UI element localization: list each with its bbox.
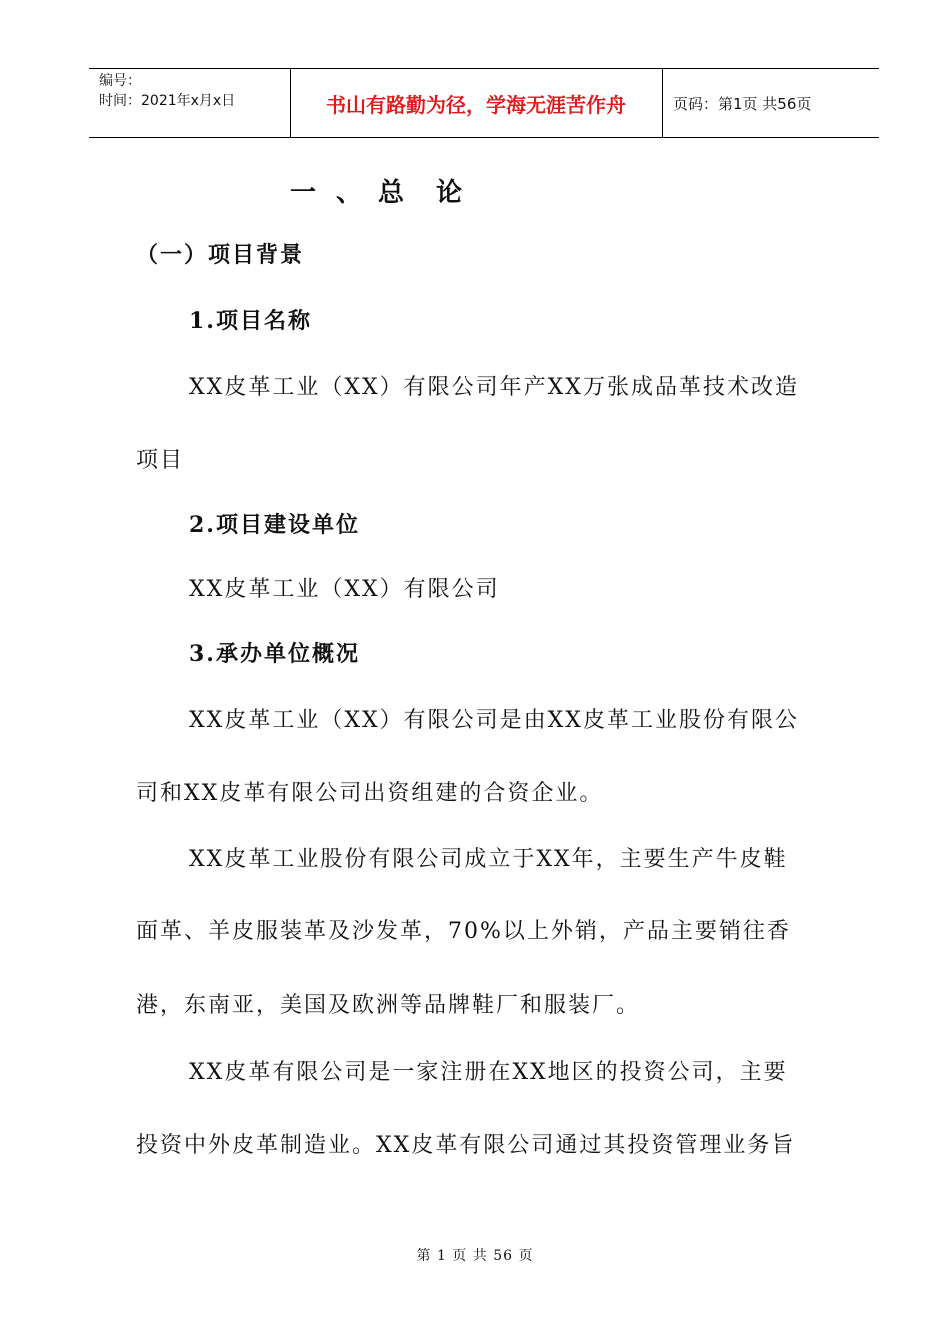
- heading-project-name: 1.项目名称: [189, 308, 312, 334]
- page-header: [89, 68, 879, 138]
- paragraph-line: 港，东南亚，美国及欧洲等品牌鞋厂和服装厂。: [136, 993, 641, 1018]
- header-motto: 书山有路勤为径，学海无涯苦作舟: [290, 69, 663, 137]
- paragraph-line: XX皮革工业（XX）有限公司: [189, 577, 500, 602]
- page-footer: 第 1 页 共 56 页: [416, 1248, 534, 1264]
- number-label: 编号：: [99, 73, 141, 89]
- paragraph-line: XX皮革工业（XX）有限公司是由XX皮革工业股份有限公: [189, 708, 799, 733]
- paragraph-line: 项目: [136, 448, 185, 473]
- paragraph-line: XX皮革有限公司是一家注册在XX地区的投资公司，主要: [189, 1060, 788, 1085]
- paragraph-line: 司和XX皮革有限公司出资组建的合资企业。: [136, 781, 604, 806]
- paragraph-line: 面革、羊皮服装革及沙发革，70%以上外销，产品主要销往香: [136, 919, 791, 944]
- paragraph-line: 投资中外皮革制造业。XX皮革有限公司通过其投资管理业务旨: [136, 1133, 796, 1158]
- paragraph-line: XX皮革工业（XX）有限公司年产XX万张成品革技术改造: [189, 375, 799, 400]
- time-label: 时间：2021年x月x日: [99, 93, 236, 109]
- header-page-info: 页码：第1页 共56页: [673, 94, 812, 113]
- paragraph-line: XX皮革工业股份有限公司成立于XX年，主要生产牛皮鞋: [189, 847, 788, 872]
- header-meta: [89, 69, 291, 137]
- heading-organizer-overview: 3.承办单位概况: [189, 641, 360, 667]
- section-title: （一）项目背景: [136, 242, 305, 268]
- heading-construction-unit: 2.项目建设单位: [189, 512, 360, 538]
